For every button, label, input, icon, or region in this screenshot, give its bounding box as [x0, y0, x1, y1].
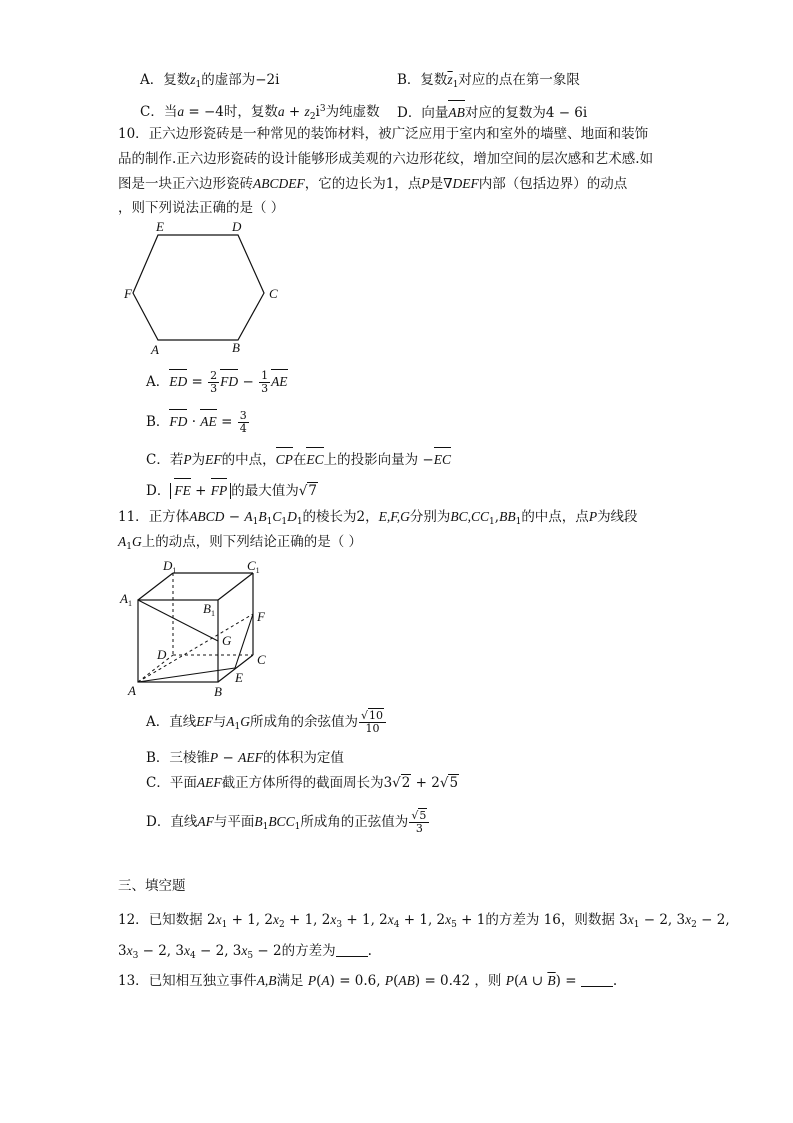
q10-line-4: ，则下列说法正确的是（ ） [118, 200, 285, 216]
q10-option-a: A．ED = $\frac{2}{3}$ FD − $\frac{1}{3}$ AE [146, 369, 288, 395]
cube-label-a1: $A_1$ [120, 591, 132, 608]
hex-label-c: C [269, 286, 278, 301]
hex-label-e: E [156, 220, 164, 234]
q13-line: 13．已知相互独立事件A,B满足 P(A) = 0.6, P(AB) = 0.42 ，则 P(A ∪ $\overline{B}$) = . [118, 973, 618, 989]
cube-edge-a1d1 [138, 573, 173, 600]
q11-option-a: A．直线EF与$A_1G$所成角的余弦值为 $\frac{√10}{10}$ [146, 710, 387, 737]
cube-edge-b1c1 [218, 573, 253, 600]
q10-line-1: 10．正六边形瓷砖是一种常见的装饰材料，被广泛应用于室内和室外的墙壁、地面和装饰 [118, 126, 649, 142]
q10-line-3: 图是一块正六边形瓷砖ABCDEF，它的边长为1，点P是∇DEF内部（包括边界）的动点 [118, 176, 628, 192]
cube-label-a: A [128, 683, 136, 698]
q11-option-b: B．三棱锥P − AEF的体积为定值 [146, 750, 344, 766]
q11-option-d: D．直线AF与平面$B_1BCC_1$所成角的正弦值为 $\frac{√5}{3}$ [146, 810, 430, 837]
hex-label-b: B [232, 340, 240, 355]
q11-line-2: $A_1G$上的动点，则下列结论正确的是（ ） [118, 534, 363, 552]
q10-option-b: B．FD · AE = $\frac{3}{4}$ [146, 409, 247, 435]
cube-label-d1: $D_1$ [163, 558, 177, 575]
q10-option-d: D． FE + FP 的最大值为√7 [146, 477, 318, 501]
cube-label-b: B [214, 684, 222, 699]
segment-ef [235, 614, 253, 668]
cube-label-g: G [222, 633, 232, 648]
q10-option-c: C．若P为EF的中点，CP在EC上的投影向量为 −EC [146, 446, 451, 470]
cube-label-c1: $C_1$ [247, 558, 260, 575]
cube-label-e: E [235, 670, 243, 685]
q12-answer-blank[interactable] [336, 944, 368, 957]
cube-label-d: D [157, 647, 167, 662]
hex-label-f: F [124, 286, 132, 301]
hex-label-a: A [151, 342, 159, 357]
q13-answer-blank[interactable] [581, 974, 613, 987]
q9-option-c: C．当a = −4时，复数$a + z_2i^3$为纯虚数 [140, 104, 380, 122]
q12-line-2: $3x_3 - 2$, $3x_4 - 2$, $3x_5 - 2$的方差为 . [118, 943, 372, 961]
q9-option-a: A．复数$z_1$的虚部为−2i [140, 72, 280, 90]
hexagon-shape [133, 235, 264, 340]
cube-label-c: C [257, 652, 266, 667]
cube-label-f: F [257, 609, 265, 624]
section-title-fill-blank: 三、填空题 [118, 878, 186, 894]
q9-option-d: D．向量AB对应的复数为4 − 6i [397, 99, 587, 123]
hex-label-d: D [232, 220, 242, 234]
hexagon-figure [118, 220, 288, 360]
q11-option-c: C．平面AEF截正方体所得的截面周长为3√2 + 2√5 [146, 775, 459, 791]
q11-line-1: 11．正方体ABCD − $A_1B_1C_1D_1$的棱长为2，E,F,G分别为$BC,CC_1,BB_1$的中点，点P为线段 [118, 509, 638, 527]
q9-option-b: B．复数$\overline{z}_1$对应的点在第一象限 [397, 72, 580, 90]
cube-label-b1: $B_1$ [203, 601, 215, 618]
cube-figure [118, 555, 288, 700]
q10-line-2: 品的制作.正六边形瓷砖的设计能够形成美观的六边形花纹，增加空间的层次感和艺术感.如 [118, 151, 654, 167]
q12-line-1: 12．已知数据 $2x_1 + 1$, $2x_2 + 1$, $2x_3 + 1$, $2x_4 + 1$, $2x_5 + 1$的方差为 16，则数据 $3x_1 - 2$, $3x_2 - 2$, [118, 912, 730, 930]
